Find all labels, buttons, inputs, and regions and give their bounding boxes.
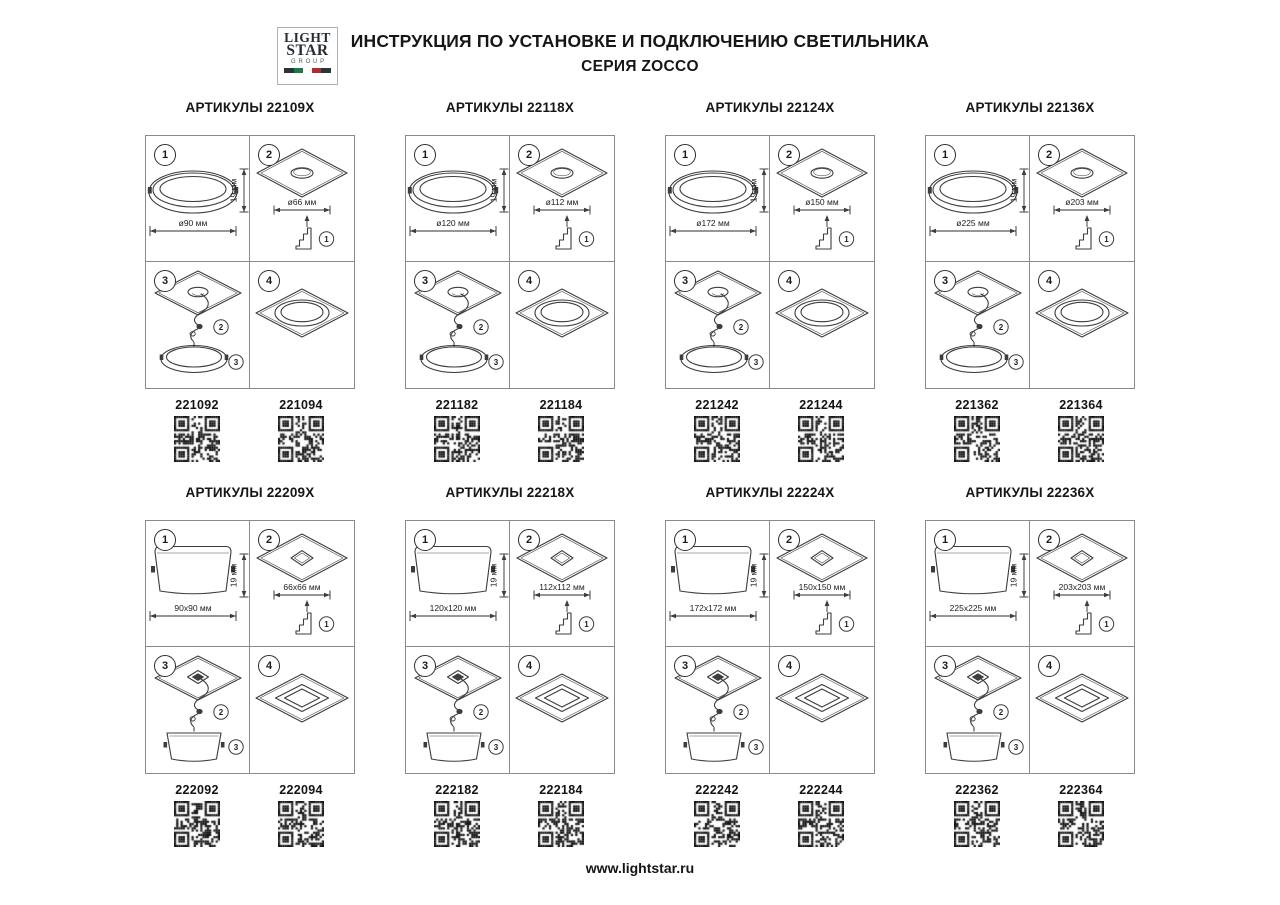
article-item [145,398,249,462]
step-cell-installed [250,262,354,388]
panel-row-square [145,485,1135,847]
round-lamp-hanging [420,343,489,373]
product-panel [405,100,615,462]
cutout-dimension [1054,582,1110,600]
fixture-height-label: 19 мм [228,563,239,588]
cutout-dimension [274,197,330,215]
fixture-ref-number: 3 [493,742,499,752]
power-cable-icon [714,679,728,710]
square-hole [968,671,989,684]
connector-ref-number: 2 [218,322,224,332]
step-number-badge: 3 [934,655,956,677]
article-item [769,783,873,847]
step-grid [925,135,1135,389]
step-cell-cutout [510,521,614,647]
article-item [405,398,509,462]
width-dimension [150,603,236,621]
step-cell-wiring [146,262,250,388]
step-number-badge: 3 [674,270,696,292]
fixture-height-label: 19 мм [1008,563,1019,588]
article-item [925,398,1029,462]
step-number-badge: 4 [518,270,540,292]
mounting-clip-icon [556,228,571,249]
panel-title: АРТИКУЛЫ 22218X [445,485,575,500]
cable-connector-icon [716,324,722,329]
step-number-badge: 4 [1038,655,1060,677]
panel-title: АРТИКУЛЫ 22118X [445,100,575,115]
step-cell-cutout [250,521,354,647]
step-number-badge: 3 [414,655,436,677]
step-number-badge: 3 [414,270,436,292]
qr-code [278,801,324,847]
panel-title: АРТИКУЛЫ 22224X [705,485,835,500]
panel-title: АРТИКУЛЫ 22136X [965,100,1095,115]
fixture-width-label: ø225 мм [956,218,990,228]
fixture-ref-number: 3 [233,357,239,367]
article-code: 222244 [799,783,843,797]
step-cell-dimensions [406,136,510,262]
article-item [405,783,509,847]
width-dimension [150,218,236,236]
cutout-dimension [534,197,590,215]
step-cell-wiring [406,647,510,773]
step-cell-cutout [510,136,614,262]
cable-connector-icon [976,324,982,329]
clip-ref-number: 1 [844,234,849,244]
round-fixture-drawing [668,171,758,213]
fixture-ref-number: 3 [1013,357,1019,367]
step-cell-cutout [770,136,874,262]
article-code: 221362 [955,398,999,412]
step-cell-installed [770,647,874,773]
clip-ref-number: 1 [1104,234,1109,244]
article-list [145,783,353,847]
connector-ref-number: 2 [738,322,744,332]
cable-connector-icon [456,324,462,329]
qr-code [1058,416,1104,462]
step-number-badge: 2 [1038,144,1060,166]
square-fixture-drawing [411,547,495,594]
article-item [249,783,353,847]
article-list [665,398,873,462]
height-dimension [489,554,509,597]
article-item [1029,398,1133,462]
round-hole [291,168,313,178]
height-dimension [229,169,249,212]
page-title: ИНСТРУКЦИЯ ПО УСТАНОВКЕ И ПОДКЛЮЧЕНИЮ СВЕТИЛЬНИКА [350,31,930,51]
article-code: 222184 [539,783,583,797]
step-cell-dimensions [666,136,770,262]
cutout-size-label: ø150 мм [805,197,839,207]
height-dimension [229,554,249,597]
step-number-badge: 3 [154,655,176,677]
connector-ref-number: 2 [998,322,1004,332]
step-cell-cutout [1030,521,1134,647]
round-hole [1071,168,1093,178]
article-code: 221364 [1059,398,1103,412]
product-panel [665,100,875,462]
square-installed [276,685,329,712]
connector-ref-number: 2 [478,707,484,717]
step-number-badge: 2 [778,144,800,166]
step-number-badge: 2 [1038,529,1060,551]
step-grid [405,520,615,774]
article-code: 221094 [279,398,323,412]
power-cable-icon [454,679,468,710]
step-cell-installed [250,647,354,773]
step-cell-dimensions [146,136,250,262]
cutout-dimension [534,582,590,600]
round-installed [1055,300,1109,326]
square-fixture-drawing [931,547,1015,594]
round-installed [795,300,849,326]
step-cell-wiring [146,647,250,773]
step-cell-cutout [250,136,354,262]
step-number-badge: 1 [154,529,176,551]
panel-title: АРТИКУЛЫ 22109X [185,100,315,115]
cutout-size-label: 203x203 мм [1058,582,1106,592]
article-item [509,398,613,462]
qr-code [798,801,844,847]
logo-word-star: STAR [286,42,329,59]
panel-title: АРТИКУЛЫ 22209X [185,485,315,500]
mounting-clip-icon [816,613,831,634]
square-installed [1056,685,1109,712]
square-hole [188,671,209,684]
width-dimension [930,603,1016,621]
step-number-badge: 4 [258,655,280,677]
power-cable-icon [194,679,208,710]
step-cell-cutout [1030,136,1134,262]
round-hole [448,287,468,296]
cable-connector-icon [196,709,202,714]
product-panel [145,485,355,847]
fixture-width-label: 90x90 мм [174,603,212,613]
step-number-badge: 4 [258,270,280,292]
fixture-height-label: 19 мм [748,563,759,588]
height-dimension [749,169,769,212]
width-dimension [410,603,496,621]
power-cable-icon [714,294,728,325]
article-code: 222182 [435,783,479,797]
width-dimension [410,218,496,236]
square-installed [536,685,589,712]
panel-title: АРТИКУЛЫ 22124X [705,100,835,115]
cable-connector-icon [456,709,462,714]
step-number-badge: 1 [674,144,696,166]
cutout-dimension [794,197,850,215]
clip-ref-number: 1 [584,619,589,629]
mounting-clip-icon [556,613,571,634]
step-cell-cutout [770,521,874,647]
qr-code [434,801,480,847]
height-dimension [1009,554,1029,597]
step-number-badge: 4 [1038,270,1060,292]
square-fixture-drawing [671,547,755,594]
square-hole [1071,551,1093,566]
clip-ref-number: 1 [1104,619,1109,629]
panel-title: АРТИКУЛЫ 22236X [965,485,1095,500]
article-list [145,398,353,462]
qr-code [798,416,844,462]
square-hole [551,551,573,566]
qr-code [954,801,1000,847]
article-code: 222242 [695,783,739,797]
fixture-height-label: 19 мм [1008,178,1019,203]
article-code: 222094 [279,783,323,797]
connector-ref-number: 2 [738,707,744,717]
square-hole [291,551,313,566]
square-lamp-hanging [944,728,1005,762]
height-dimension [489,169,509,212]
step-number-badge: 2 [258,144,280,166]
round-lamp-hanging [680,343,749,373]
article-code: 222362 [955,783,999,797]
cutout-size-label: 66x66 мм [283,582,321,592]
step-cell-installed [510,647,614,773]
article-code: 221182 [435,398,479,412]
step-cell-installed [770,262,874,388]
fixture-width-label: ø172 мм [696,218,730,228]
square-fixture-drawing [151,547,235,594]
step-grid [665,135,875,389]
step-number-badge: 2 [258,529,280,551]
round-lamp-hanging [940,343,1009,373]
step-cell-dimensions [926,136,1030,262]
round-hole [968,287,988,296]
step-number-badge: 1 [674,529,696,551]
round-installed [275,300,329,326]
article-list [925,783,1133,847]
step-number-badge: 1 [934,144,956,166]
fixture-width-label: ø90 мм [178,218,208,228]
width-dimension [670,603,756,621]
fixture-height-label: 19 мм [488,178,499,203]
square-hole [448,671,469,684]
qr-code [954,416,1000,462]
article-code: 221092 [175,398,219,412]
qr-code [538,416,584,462]
connector-ref-number: 2 [998,707,1004,717]
cutout-size-label: ø66 мм [287,197,317,207]
article-code: 222092 [175,783,219,797]
step-cell-installed [1030,262,1134,388]
square-lamp-hanging [424,728,485,762]
step-cell-wiring [926,262,1030,388]
article-item [509,783,613,847]
step-grid [145,520,355,774]
logo-word-group: GROUP [290,59,327,65]
product-panel [145,100,355,462]
power-cable-icon [974,679,988,710]
fixture-ref-number: 3 [233,742,239,752]
step-number-badge: 2 [518,144,540,166]
clip-ref-number: 1 [324,234,329,244]
article-list [405,398,613,462]
article-item [925,783,1029,847]
fixture-ref-number: 3 [753,742,759,752]
cutout-dimension [794,582,850,600]
qr-code [538,801,584,847]
round-hole [708,287,728,296]
round-fixture-drawing [148,171,238,213]
height-dimension [1009,169,1029,212]
article-code: 221244 [799,398,843,412]
cutout-dimension [1054,197,1110,215]
step-cell-wiring [926,647,1030,773]
product-panel [405,485,615,847]
page-subtitle: СЕРИЯ ZOCCO [581,58,699,75]
step-number-badge: 4 [778,270,800,292]
cable-connector-icon [716,709,722,714]
connector-ref-number: 2 [478,322,484,332]
round-fixture-drawing [928,171,1018,213]
fixture-ref-number: 3 [1013,742,1019,752]
article-item [665,783,769,847]
cable-connector-icon [976,709,982,714]
qr-code [174,801,220,847]
article-item [665,398,769,462]
qr-code [1058,801,1104,847]
square-hole [708,671,729,684]
qr-code [694,801,740,847]
fixture-height-label: 19 мм [228,178,239,203]
step-cell-wiring [406,262,510,388]
cutout-size-label: 150x150 мм [798,582,846,592]
step-number-badge: 3 [934,270,956,292]
mounting-clip-icon [296,228,311,249]
step-number-badge: 1 [414,529,436,551]
footer-website: www.lightstar.ru [585,860,695,876]
step-cell-dimensions [146,521,250,647]
step-cell-wiring [666,262,770,388]
step-grid [405,135,615,389]
panel-row-round [145,100,1135,462]
power-cable-icon [194,294,208,325]
step-cell-installed [510,262,614,388]
width-dimension [930,218,1016,236]
qr-code [278,416,324,462]
square-installed [796,685,849,712]
fixture-ref-number: 3 [493,357,499,367]
step-grid [665,520,875,774]
round-hole [811,168,833,178]
article-item [145,783,249,847]
article-item [249,398,353,462]
article-item [769,398,873,462]
cable-connector-icon [196,324,202,329]
clip-ref-number: 1 [584,234,589,244]
connector-ref-number: 2 [218,707,224,717]
cutout-size-label: ø203 мм [1065,197,1099,207]
step-number-badge: 3 [674,655,696,677]
square-lamp-hanging [684,728,745,762]
step-number-badge: 4 [518,655,540,677]
cutout-dimension [274,582,330,600]
round-hole [551,168,573,178]
step-number-badge: 2 [518,529,540,551]
qr-code [694,416,740,462]
step-number-badge: 1 [414,144,436,166]
article-item [1029,783,1133,847]
step-number-badge: 2 [778,529,800,551]
clip-ref-number: 1 [324,619,329,629]
step-cell-dimensions [666,521,770,647]
round-hole [188,287,208,296]
fixture-width-label: 172x172 мм [689,603,737,613]
step-cell-dimensions [926,521,1030,647]
step-number-badge: 1 [934,529,956,551]
mounting-clip-icon [816,228,831,249]
article-list [925,398,1133,462]
mounting-clip-icon [1076,228,1091,249]
width-dimension [670,218,756,236]
mounting-clip-icon [296,613,311,634]
step-number-badge: 3 [154,270,176,292]
qr-code [174,416,220,462]
step-cell-installed [1030,647,1134,773]
cutout-size-label: ø112 мм [545,197,579,207]
clip-ref-number: 1 [844,619,849,629]
cutout-size-label: 112x112 мм [539,582,585,592]
fixture-ref-number: 3 [753,357,759,367]
step-cell-dimensions [406,521,510,647]
fixture-width-label: 120x120 мм [429,603,477,613]
fixture-width-label: ø120 мм [436,218,470,228]
product-panel [925,100,1135,462]
product-panel [925,485,1135,847]
square-hole [811,551,833,566]
mounting-clip-icon [1076,613,1091,634]
fixture-width-label: 225x225 мм [949,603,997,613]
article-code: 222364 [1059,783,1103,797]
step-number-badge: 4 [778,655,800,677]
step-grid [925,520,1135,774]
fixture-height-label: 19 мм [488,563,499,588]
round-installed [535,300,589,326]
fixture-height-label: 19 мм [748,178,759,203]
article-list [665,783,873,847]
step-number-badge: 1 [154,144,176,166]
round-fixture-drawing [408,171,498,213]
logo-word-light: LIGHT [284,30,331,45]
article-code: 221242 [695,398,739,412]
article-list [405,783,613,847]
article-code: 221184 [539,398,583,412]
step-cell-wiring [666,647,770,773]
power-cable-icon [454,294,468,325]
power-cable-icon [974,294,988,325]
square-lamp-hanging [164,728,225,762]
step-grid [145,135,355,389]
round-lamp-hanging [160,343,229,373]
product-panel [665,485,875,847]
height-dimension [749,554,769,597]
qr-code [434,416,480,462]
